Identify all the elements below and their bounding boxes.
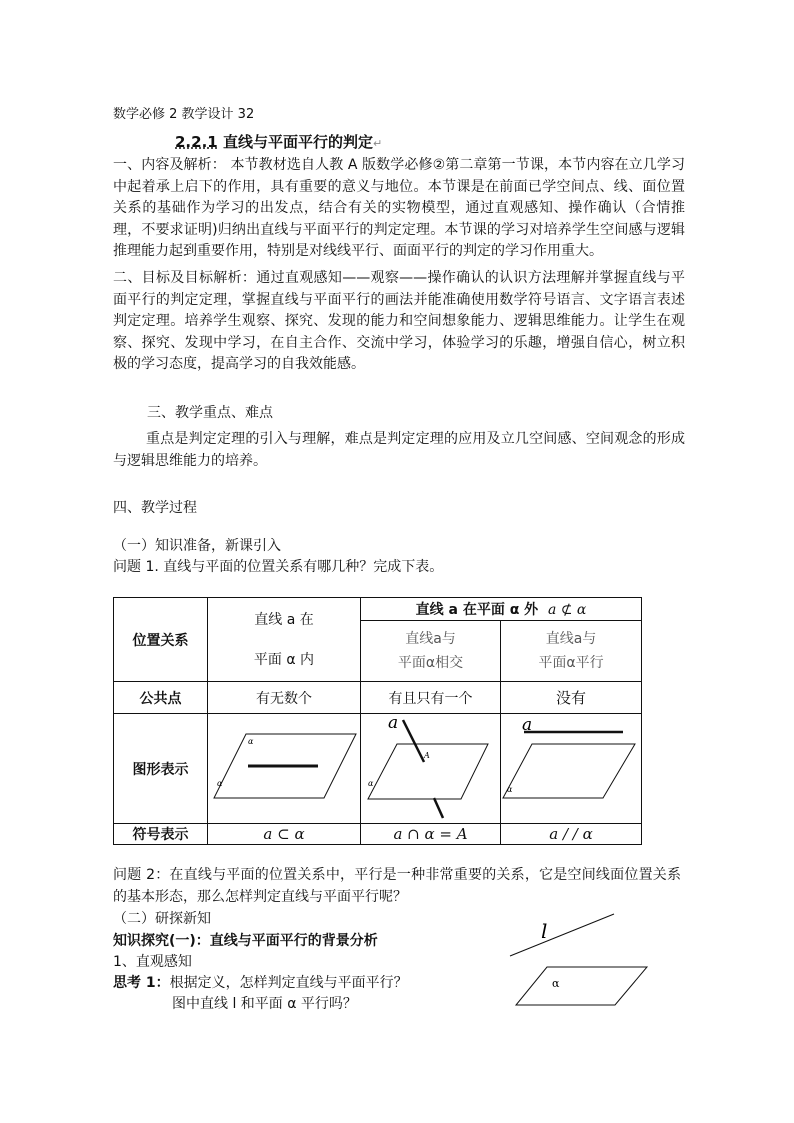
common-points-intersect: 有且只有一个 — [361, 682, 501, 714]
think-one-label: 思考 1： — [113, 975, 170, 991]
symbol-intersect: a ∩ α = A — [361, 824, 501, 845]
fig1-alpha-label-2: α — [217, 779, 223, 788]
position-relation-table — [113, 597, 642, 845]
line-intersects-plane-figure — [361, 714, 500, 819]
explore-one-heading: 知识探究(一)：直线与平面平行的背景分析 — [113, 933, 378, 949]
part-two-heading: （二）研探新知 — [113, 911, 211, 927]
teaching-process-heading: 四、教学过程 — [113, 500, 197, 516]
think-one — [113, 972, 408, 992]
common-points-parallel: 没有 — [501, 682, 642, 714]
cell-line-outside-plane — [361, 598, 642, 621]
row-header-figure: 图形表示 — [114, 714, 208, 824]
fig4-l-label: l — [541, 919, 548, 943]
part-one-heading: （一）知识准备，新课引入 — [113, 538, 281, 554]
key-points-paragraph: 重点是判定定理的引入与理解，难点是判定定理的应用及立几空间感、空间观念的形成与逻辑思维能力的培养。 — [113, 431, 685, 469]
paragraph-mark: ↵ — [372, 137, 383, 150]
outside-plane-label: 直线 a 在平面 α 外 — [415, 602, 539, 618]
figure-in-plane — [208, 714, 361, 824]
section-number: 2.2.1 — [175, 133, 218, 151]
fig3-alpha-label: α — [507, 785, 513, 794]
common-points-in-plane: 有无数个 — [208, 682, 361, 714]
fig4-alpha-label: α — [552, 977, 560, 990]
think-one-text: 根据定义，怎样判定直线与平面平行？ — [169, 975, 408, 991]
row-header-relation: 位置关系 — [114, 598, 208, 682]
figure-parallel — [501, 714, 642, 824]
symbol-in-plane: a ⊂ α — [208, 824, 361, 845]
key-points-heading: 三、教学重点、难点 — [147, 405, 273, 421]
fig2-a-label: a — [388, 714, 399, 733]
cell-parallel — [501, 621, 642, 682]
section-title-text: 直线与平面平行的判定 — [217, 133, 373, 151]
objectives-paragraph: 二、目标及目标解析：通过直观感知——观察——操作确认的认识方法理解并掌握直线与平面平行的判定定理，掌握直线与平面平行的画法并能准确使用数学符号语言、文字语言表述判定定理。培养学生观察、探究、发现的能力和空间想象能力、逻辑思维能力。让学生在观察、探究、发现中学习，在自主合作、交流中学习，体验学习的乐趣，增强自信心，树立积极的学习态度，提高学习的自我效能感。 — [113, 270, 685, 372]
line-in-plane-figure — [208, 714, 360, 819]
line-parallel-plane-figure — [501, 714, 641, 819]
think-one-question: 图中直线 l 和平面 α 平行吗？ — [172, 996, 357, 1012]
in-plane-line-2: 平面 α 内 — [253, 651, 315, 668]
figure-intersect — [361, 714, 501, 824]
cell-line-in-plane — [208, 598, 361, 682]
question-one: 问题 1. 直线与平面的位置关系有哪几种？完成下表。 — [113, 559, 444, 575]
symbol-parallel: a / / α — [501, 824, 642, 845]
line-and-plane-figure — [500, 910, 660, 1010]
section-title — [175, 131, 382, 152]
cell-intersect — [361, 621, 501, 682]
question-two: 问题 2：在直线与平面的位置关系中，平行是一种非常重要的关系，它是空间线面位置关系的基本形态，那么怎样判定直线与平面平行呢？ — [113, 867, 681, 905]
fig2-A-label: A — [424, 751, 430, 760]
intuition-heading: 1、直观感知 — [113, 954, 192, 970]
parallel-line-1: 直线a与 — [545, 631, 597, 647]
fig2-alpha-label: α — [368, 779, 374, 788]
fig1-alpha-label: α — [248, 737, 254, 746]
row-header-symbol: 符号表示 — [114, 824, 208, 845]
row-header-common-points: 公共点 — [114, 682, 208, 714]
in-plane-line-1: 直线 a 在 — [254, 611, 314, 628]
fig3-a-label: a — [522, 715, 533, 735]
page-header: 数学必修 2 教学设计 32 — [113, 107, 255, 122]
content-analysis-paragraph: 一、内容及解析： 本节教材选自人教 A 版数学必修②第二章第一节课，本节内容在立几学习中起着承上启下的作用，具有重要的意义与地位。本节课是在前面已学空间点、线、面位置关系的基础作为学习的出发点，结合有关的实物模型，通过直观感知、操作确认（合情推理，不要求证明)归纳出直线与平面平行的判定定理。本节课的学习对培养学生空间感与逻辑推理能力起到重要作用，特别是对线线平行、面面平行的判定的学习作用重大。 — [113, 157, 685, 259]
intersect-line-2: 平面α相交 — [397, 655, 464, 671]
outside-plane-symbol: a ⊄ α — [547, 602, 587, 618]
parallel-line-2: 平面α平行 — [538, 655, 604, 671]
intersect-line-1: 直线a与 — [405, 631, 456, 647]
